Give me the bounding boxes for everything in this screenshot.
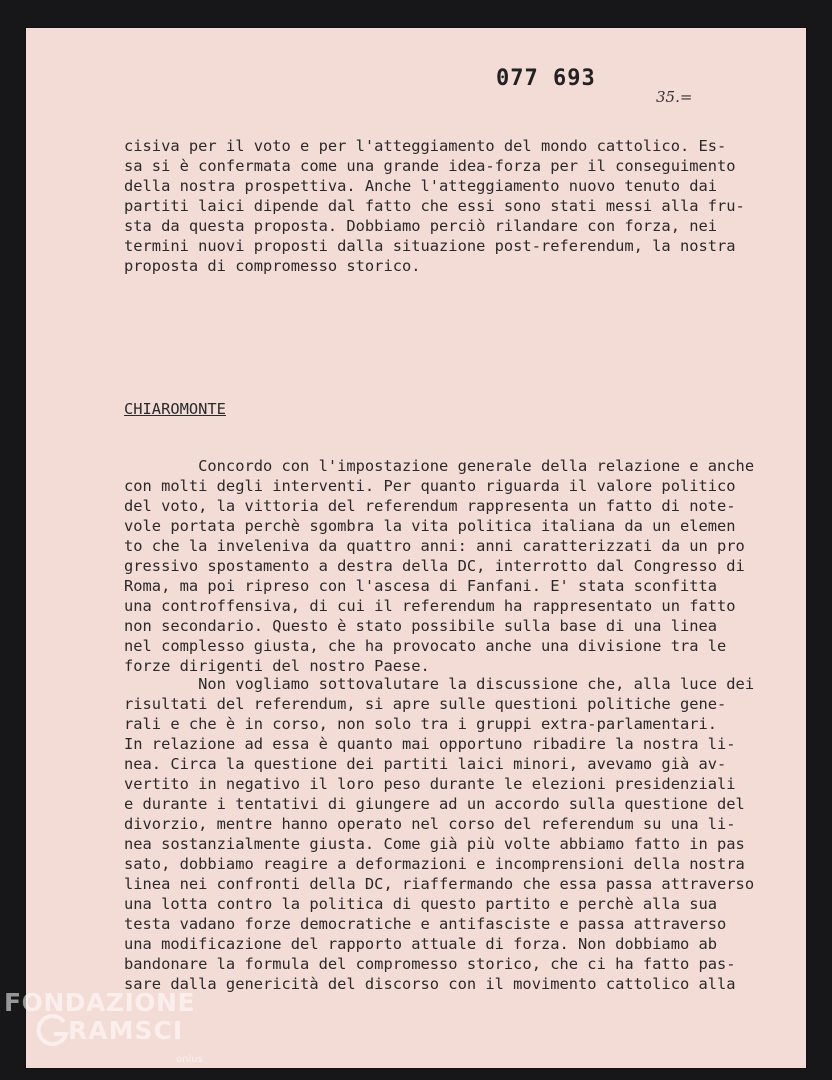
text-line: non secondario. Questo è stato possibile sulla base di una linea	[124, 617, 718, 635]
gramsci-g-icon	[34, 1012, 70, 1048]
text-line: una lotta contro la politica di questo partito e perchè alla sua	[124, 895, 718, 913]
text-line: nea sostanzialmente giusta. Come già più volte abbiamo fatto in pas	[124, 835, 745, 853]
text-line: Concordo con l'impostazione generale della relazione e anche	[124, 457, 755, 475]
speaker-heading: CHIAROMONTE	[124, 400, 226, 418]
text-line: e durante i tentativi di giungere ad un accordo sulla questione del	[124, 795, 745, 813]
text-line: divorzio, mentre hanno operato nel corso del referendum su una li-	[124, 815, 736, 833]
text-line: sta da questa proposta. Dobbiamo perciò rilandare con forza, nei	[124, 217, 718, 235]
text-line: linea nei confronti della DC, riaffermando che essa passa attraverso	[124, 875, 755, 893]
text-line: sa si è confermata come una grande idea-forza per il conseguimento	[124, 157, 736, 175]
text-line: una controffensiva, di cui il referendum ha rappresentato un fatto	[124, 597, 736, 615]
text-line: gressivo spostamento a destra della DC, interrotto dal Congresso di	[124, 557, 745, 575]
text-line: del voto, la vittoria del referendum rappresenta un fatto di note-	[124, 497, 736, 515]
text-line: nel complesso giusta, che ha provocato anche una divisione tra le	[124, 637, 727, 655]
watermark-line-2: RAMSCI	[68, 1016, 184, 1045]
watermark-line-1: FONDAZIONE	[4, 988, 196, 1017]
text-line: termini nuovi proposti dalla situazione post-referendum, la nostra	[124, 237, 736, 255]
text-line: In relazione ad essa è quanto mai opportuno ribadire la nostra li-	[124, 735, 736, 753]
text-line: proposta di compromesso storico.	[124, 257, 421, 275]
text-line: sato, dobbiamo reagire a deformazioni e incomprensioni della nostra	[124, 855, 745, 873]
text-line: con molti degli interventi. Per quanto riguarda il valore politico	[124, 477, 736, 495]
text-line: della nostra prospettiva. Anche l'atteggiamento nuovo tenuto dai	[124, 177, 718, 195]
document-page	[26, 28, 806, 1068]
text-line: vole portata perchè sgombra la vita politica italiana da un elemen	[124, 517, 736, 535]
text-line: vertito in negativo il loro peso durante le elezioni presidenziali	[124, 775, 736, 793]
page-number: 35.=	[656, 88, 693, 106]
text-line: una modificazione del rapporto attuale di forza. Non dobbiamo ab	[124, 935, 718, 953]
document-number: 077 693	[496, 66, 596, 91]
text-line: testa vadano forze democratiche e antifasciste e passa attraverso	[124, 915, 727, 933]
text-line: risultati del referendum, si apre sulle questioni politiche gene-	[124, 695, 727, 713]
text-line: bandonare la formula del compromesso storico, che ci ha fatto pas-	[124, 955, 736, 973]
text-line: rali e che è in corso, non solo tra i gruppi extra-parlamentari.	[124, 715, 718, 733]
fondazione-gramsci-watermark	[4, 988, 234, 1078]
text-line: cisiva per il voto e per l'atteggiamento del mondo cattolico. Es-	[124, 137, 727, 155]
watermark-line-3: onlus	[176, 1054, 203, 1065]
text-line: forze dirigenti del nostro Paese.	[124, 657, 430, 675]
text-line: Non vogliamo sottovalutare la discussione che, alla luce dei	[124, 675, 755, 693]
text-line: Roma, ma poi ripreso con l'ascesa di Fanfani. E' stata sconfitta	[124, 577, 718, 595]
text-line: sare dalla genericità del discorso con il movimento cattolico alla	[124, 975, 736, 993]
text-line: nea. Circa la questione dei partiti laici minori, avevamo già av-	[124, 755, 727, 773]
text-line: partiti laici dipende dal fatto che essi sono stati messi alla fru-	[124, 197, 745, 215]
text-line: to che la inveleniva da quattro anni: anni caratterizzati da un pro	[124, 537, 745, 555]
